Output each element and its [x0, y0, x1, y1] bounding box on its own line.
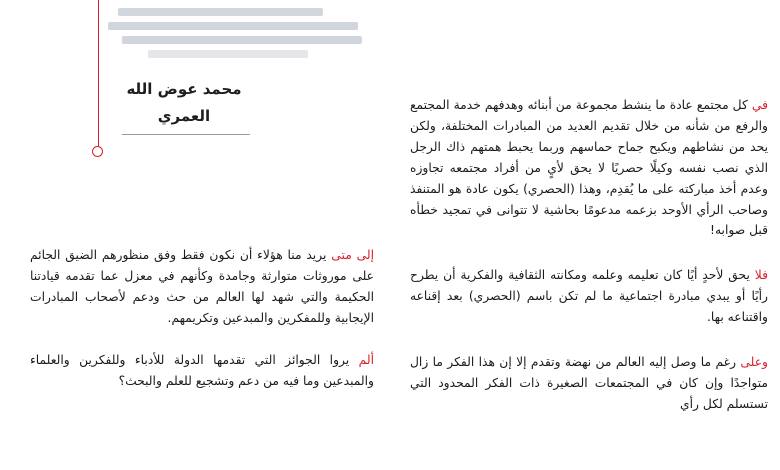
accent-circle-marker — [92, 146, 103, 157]
author-underline — [122, 134, 250, 135]
paragraph-text: كل مجتمع عادة ما ينشط مجموعة من أبنائه وهدفهم خدمة المجتمع والرفع من شأنه من خلال تقديم العديد من المبادرات المختلفة، ولكن يحد من نشاطهم ويكبح جماح حماسهم وربما يحبط همتهم ذاك الرجل الذي نصب نفسه وكيلًا حصريًا لا يحق لأيٍ من أفراد مجتمعه تجاوزه وعدم أخذ مباركته على ما يُقدِم، وهذا (الحصري) يكون عادة هو المتنفذ وصاحب الرأي الأوحد بزعمه مدعومًا بحاشية لا تتوانى في تمجيد خطأه قبل صوابه! — [410, 98, 768, 238]
paragraph — [410, 265, 768, 328]
author-name — [118, 76, 250, 130]
paragraph — [30, 350, 374, 392]
paragraph — [30, 245, 374, 329]
article-column-left — [30, 245, 374, 391]
paragraph-lead-word: ألم — [358, 352, 374, 367]
paragraph-lead-word: في — [751, 98, 768, 112]
paragraph-lead-word: إلى متى — [331, 248, 374, 262]
author-name-line2: العمري — [157, 107, 211, 125]
paragraph-text: يحق لأحدٍ أيًا كان تعليمه وعلمه ومكانته الثقافية والفكرية أن يطرح رأيًا أو يبدي مبادرة اجتماعية ما لم تكن باسم (الحصري) بعد إقناعه واقتناعه بها. — [410, 268, 768, 325]
article-column-right — [410, 95, 768, 415]
paragraph — [410, 95, 768, 241]
paragraph-lead-word: وعلى — [740, 355, 768, 370]
paragraph-lead-word: فلا — [754, 268, 768, 283]
accent-vertical-line — [98, 0, 99, 146]
paragraph-text: يروا الجوائز التي تقدمها الدولة للأدباء وللفكرين والعلماء والمبدعين وما فيه من دعم وتشجيع للعلم والبحث؟ — [30, 352, 374, 388]
paragraph-text: يريد منا هؤلاء أن نكون فقط وفق منظورهم الضيق الجائم على موروثات متوارثة وجامدة وكأنهم في معزل عما تقدمه قيادتنا الحكيمة والتي شهد لها العالم من حث ودعم لأصحاب المبادرات الإيجابية وللمفكرين والمبدعين وتكريمهم. — [30, 248, 374, 325]
paragraph — [410, 352, 768, 415]
author-name-line1: محمد عوض الله — [126, 80, 242, 98]
header-decoration — [108, 0, 370, 62]
paragraph-text: رغم ما وصل إليه العالم من نهضة وتقدم إلا إن هذا الفكر ما زال متواجدًا وإن كان في المجتمعات الصغيرة ذات الفكر المحدود التي تستسلم لكل رأي — [410, 355, 768, 411]
